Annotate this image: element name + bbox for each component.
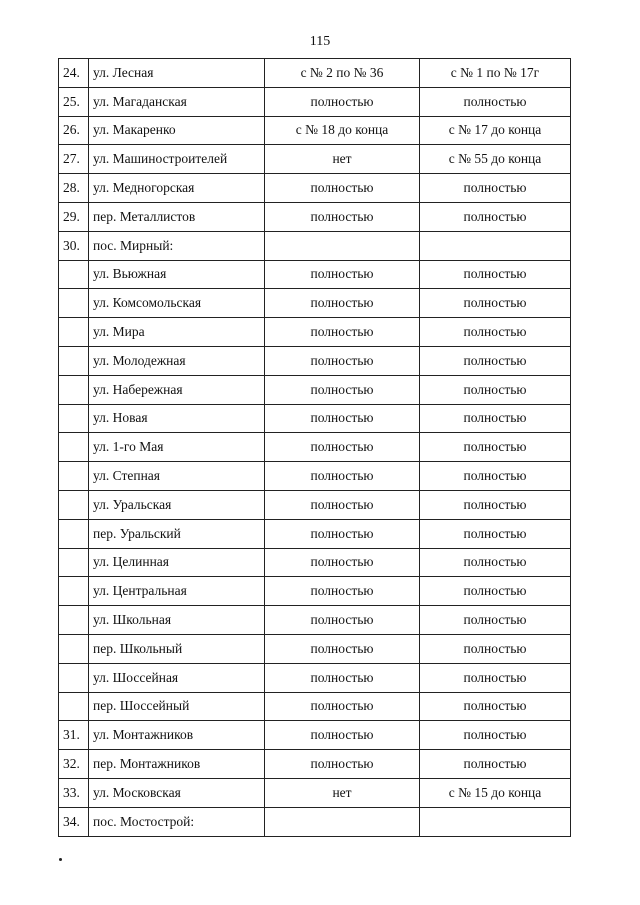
even-side-cell: полностью	[420, 462, 571, 491]
table-row	[59, 318, 571, 347]
row-number-cell	[59, 404, 89, 433]
street-name-cell: ул. Школьная	[89, 606, 265, 635]
odd-side-cell: полностью	[265, 490, 420, 519]
street-name-cell: ул. Макаренко	[89, 116, 265, 145]
street-name-cell: ул. Уральская	[89, 490, 265, 519]
odd-side-cell: полностью	[265, 87, 420, 116]
odd-side-cell: полностью	[265, 462, 420, 491]
even-side-cell: полностью	[420, 519, 571, 548]
odd-side-cell: полностью	[265, 174, 420, 203]
odd-side-cell: полностью	[265, 750, 420, 779]
even-side-cell: полностью	[420, 318, 571, 347]
row-number-cell	[59, 490, 89, 519]
street-name-cell: пер. Уральский	[89, 519, 265, 548]
even-side-cell	[420, 231, 571, 260]
even-side-cell: полностью	[420, 750, 571, 779]
street-name-cell: пер. Монтажников	[89, 750, 265, 779]
street-name-cell: ул. Вьюжная	[89, 260, 265, 289]
table-row	[59, 59, 571, 88]
row-number-cell: 26.	[59, 116, 89, 145]
table-row	[59, 174, 571, 203]
even-side-cell: полностью	[420, 289, 571, 318]
odd-side-cell: полностью	[265, 519, 420, 548]
table-row	[59, 490, 571, 519]
even-side-cell: полностью	[420, 174, 571, 203]
table-row	[59, 663, 571, 692]
row-number-cell	[59, 260, 89, 289]
odd-side-cell: полностью	[265, 692, 420, 721]
table-row	[59, 721, 571, 750]
street-name-cell: ул. Комсомольская	[89, 289, 265, 318]
even-side-cell: полностью	[420, 721, 571, 750]
odd-side-cell: полностью	[265, 202, 420, 231]
odd-side-cell: полностью	[265, 721, 420, 750]
odd-side-cell: нет	[265, 145, 420, 174]
even-side-cell: полностью	[420, 692, 571, 721]
odd-side-cell: полностью	[265, 260, 420, 289]
even-side-cell: полностью	[420, 548, 571, 577]
even-side-cell: с № 15 до конца	[420, 778, 571, 807]
even-side-cell: полностью	[420, 577, 571, 606]
street-name-cell: ул. Мира	[89, 318, 265, 347]
row-number-cell	[59, 375, 89, 404]
odd-side-cell: с № 18 до конца	[265, 116, 420, 145]
odd-side-cell: полностью	[265, 375, 420, 404]
table-row	[59, 548, 571, 577]
row-number-cell: 25.	[59, 87, 89, 116]
row-number-cell	[59, 692, 89, 721]
table-row	[59, 145, 571, 174]
table-row	[59, 778, 571, 807]
row-number-cell	[59, 289, 89, 318]
street-name-cell: ул. Целинная	[89, 548, 265, 577]
row-number-cell: 34.	[59, 807, 89, 836]
street-name-cell: ул. Молодежная	[89, 346, 265, 375]
table-row	[59, 202, 571, 231]
street-name-cell: ул. Московская	[89, 778, 265, 807]
table-row	[59, 692, 571, 721]
street-name-cell: пос. Мостострой:	[89, 807, 265, 836]
odd-side-cell: полностью	[265, 404, 420, 433]
street-name-cell: ул. Новая	[89, 404, 265, 433]
odd-side-cell: полностью	[265, 289, 420, 318]
row-number-cell: 27.	[59, 145, 89, 174]
odd-side-cell: полностью	[265, 433, 420, 462]
table-row	[59, 807, 571, 836]
street-name-cell: пер. Металлистов	[89, 202, 265, 231]
row-number-cell: 32.	[59, 750, 89, 779]
table-row	[59, 577, 571, 606]
scan-speck	[59, 858, 62, 861]
street-address-table	[58, 58, 571, 837]
street-name-cell: ул. Набережная	[89, 375, 265, 404]
street-name-cell: ул. Медногорская	[89, 174, 265, 203]
even-side-cell: полностью	[420, 490, 571, 519]
row-number-cell: 33.	[59, 778, 89, 807]
odd-side-cell: полностью	[265, 663, 420, 692]
even-side-cell: с № 55 до конца	[420, 145, 571, 174]
row-number-cell	[59, 462, 89, 491]
table-row	[59, 375, 571, 404]
even-side-cell: полностью	[420, 87, 571, 116]
table-row	[59, 404, 571, 433]
table-row	[59, 606, 571, 635]
odd-side-cell	[265, 231, 420, 260]
row-number-cell	[59, 318, 89, 347]
even-side-cell: полностью	[420, 346, 571, 375]
street-name-cell: ул. Лесная	[89, 59, 265, 88]
row-number-cell	[59, 519, 89, 548]
street-name-cell: ул. Машиностроителей	[89, 145, 265, 174]
street-name-cell: ул. 1-го Мая	[89, 433, 265, 462]
odd-side-cell: нет	[265, 778, 420, 807]
table-body	[59, 59, 571, 837]
table-row	[59, 462, 571, 491]
table-row	[59, 433, 571, 462]
street-name-cell: пер. Школьный	[89, 634, 265, 663]
even-side-cell: полностью	[420, 433, 571, 462]
odd-side-cell: полностью	[265, 346, 420, 375]
row-number-cell	[59, 433, 89, 462]
even-side-cell: полностью	[420, 260, 571, 289]
row-number-cell	[59, 606, 89, 635]
odd-side-cell: полностью	[265, 318, 420, 347]
even-side-cell: с № 1 по № 17г	[420, 59, 571, 88]
table-row	[59, 231, 571, 260]
odd-side-cell: полностью	[265, 577, 420, 606]
street-name-cell: пос. Мирный:	[89, 231, 265, 260]
street-name-cell: ул. Шоссейная	[89, 663, 265, 692]
even-side-cell: полностью	[420, 663, 571, 692]
row-number-cell: 24.	[59, 59, 89, 88]
row-number-cell	[59, 634, 89, 663]
odd-side-cell: с № 2 по № 36	[265, 59, 420, 88]
even-side-cell: полностью	[420, 202, 571, 231]
odd-side-cell: полностью	[265, 548, 420, 577]
even-side-cell: полностью	[420, 375, 571, 404]
table-row	[59, 634, 571, 663]
row-number-cell: 28.	[59, 174, 89, 203]
table-row	[59, 519, 571, 548]
street-name-cell: ул. Монтажников	[89, 721, 265, 750]
row-number-cell	[59, 346, 89, 375]
table-row	[59, 87, 571, 116]
table-row	[59, 346, 571, 375]
row-number-cell: 30.	[59, 231, 89, 260]
even-side-cell: полностью	[420, 404, 571, 433]
even-side-cell	[420, 807, 571, 836]
table-row	[59, 116, 571, 145]
street-name-cell: ул. Центральная	[89, 577, 265, 606]
row-number-cell	[59, 663, 89, 692]
street-name-cell: пер. Шоссейный	[89, 692, 265, 721]
street-name-cell: ул. Магаданская	[89, 87, 265, 116]
odd-side-cell	[265, 807, 420, 836]
row-number-cell: 29.	[59, 202, 89, 231]
street-name-cell: ул. Степная	[89, 462, 265, 491]
table-row	[59, 750, 571, 779]
even-side-cell: полностью	[420, 606, 571, 635]
row-number-cell	[59, 577, 89, 606]
table-row	[59, 260, 571, 289]
table-row	[59, 289, 571, 318]
odd-side-cell: полностью	[265, 606, 420, 635]
row-number-cell: 31.	[59, 721, 89, 750]
even-side-cell: полностью	[420, 634, 571, 663]
even-side-cell: с № 17 до конца	[420, 116, 571, 145]
page-number: 115	[309, 34, 331, 49]
odd-side-cell: полностью	[265, 634, 420, 663]
row-number-cell	[59, 548, 89, 577]
